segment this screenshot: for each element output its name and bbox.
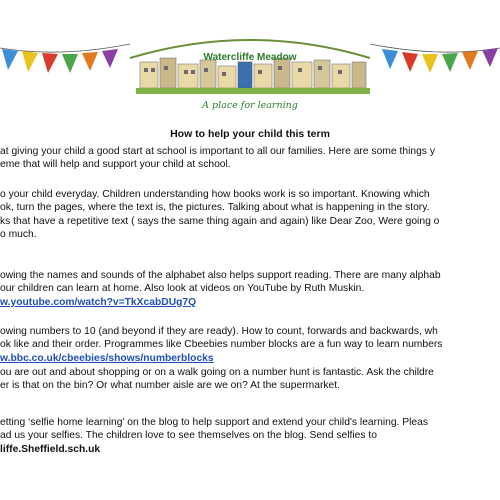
text-line: ks that have a repetitive text ( says the same thing again and again) like Dear Zoo, Were going o: [0, 215, 440, 227]
text-line: at giving your child a good start at school is important to all our families. Here are some things y: [0, 146, 435, 157]
bunting-left: [0, 44, 130, 73]
text-line: ok, turn the pages, where the text is, the pictures. Talking about what is happening in the story.: [0, 202, 430, 214]
numbers-paragraph: [0, 325, 500, 365]
youtube-link[interactable]: w.youtube.com/watch?v=TkXcabDUg7Q: [0, 296, 197, 308]
selfie-email[interactable]: liffe.Sheffield.sch.uk: [0, 443, 101, 455]
bunting-right: [370, 44, 500, 73]
intro-paragraph: [0, 145, 500, 172]
school-logo: [130, 40, 370, 94]
text-line: ok like and their order. Programmes like Cbeebies number blocks are a fun way to learn numbers: [0, 339, 443, 351]
text-line: etting ‘selfie home learning’ on the blog to help support and extend your child's learning. Pleas: [0, 417, 429, 428]
numberblocks-link[interactable]: w.bbc.co.uk/cbeebies/shows/numberblocks: [0, 352, 214, 364]
text-line: eme that will help and support your child at school.: [0, 159, 231, 171]
school-tagline: A place for learning: [202, 100, 298, 111]
selfie-paragraph: [0, 416, 500, 456]
text-line: o your child everyday. Children understanding how books work is so important. Knowing which: [0, 189, 430, 200]
alphabet-paragraph: [0, 269, 500, 309]
page-title: How to help your child this term: [170, 128, 330, 140]
text-line: o much.: [0, 229, 37, 241]
text-line: owing numbers to 10 (and beyond if they are ready). How to count, forwards and backwards, wh: [0, 326, 438, 337]
reading-paragraph: [0, 188, 500, 242]
number-hunt-paragraph: [0, 366, 500, 393]
text-line: ad us your selfies. The children love to see themselves on the blog. Send selfies to: [0, 430, 378, 442]
text-line: ou are out and about shopping or on a walk going on a number hunt is fantastic. Ask the childre: [0, 367, 434, 378]
school-name: Watercliffe Meadow: [203, 52, 297, 63]
text-line: owing the names and sounds of the alphabet also helps support reading. There are many alphab: [0, 270, 441, 281]
text-line: our children can learn at home. Also look at videos on YouTube by Ruth Muskin.: [0, 283, 365, 295]
school-banner: [0, 0, 500, 118]
text-line: er is that on the bin? Or what number aisle are we on? At the supermarket.: [0, 380, 340, 392]
